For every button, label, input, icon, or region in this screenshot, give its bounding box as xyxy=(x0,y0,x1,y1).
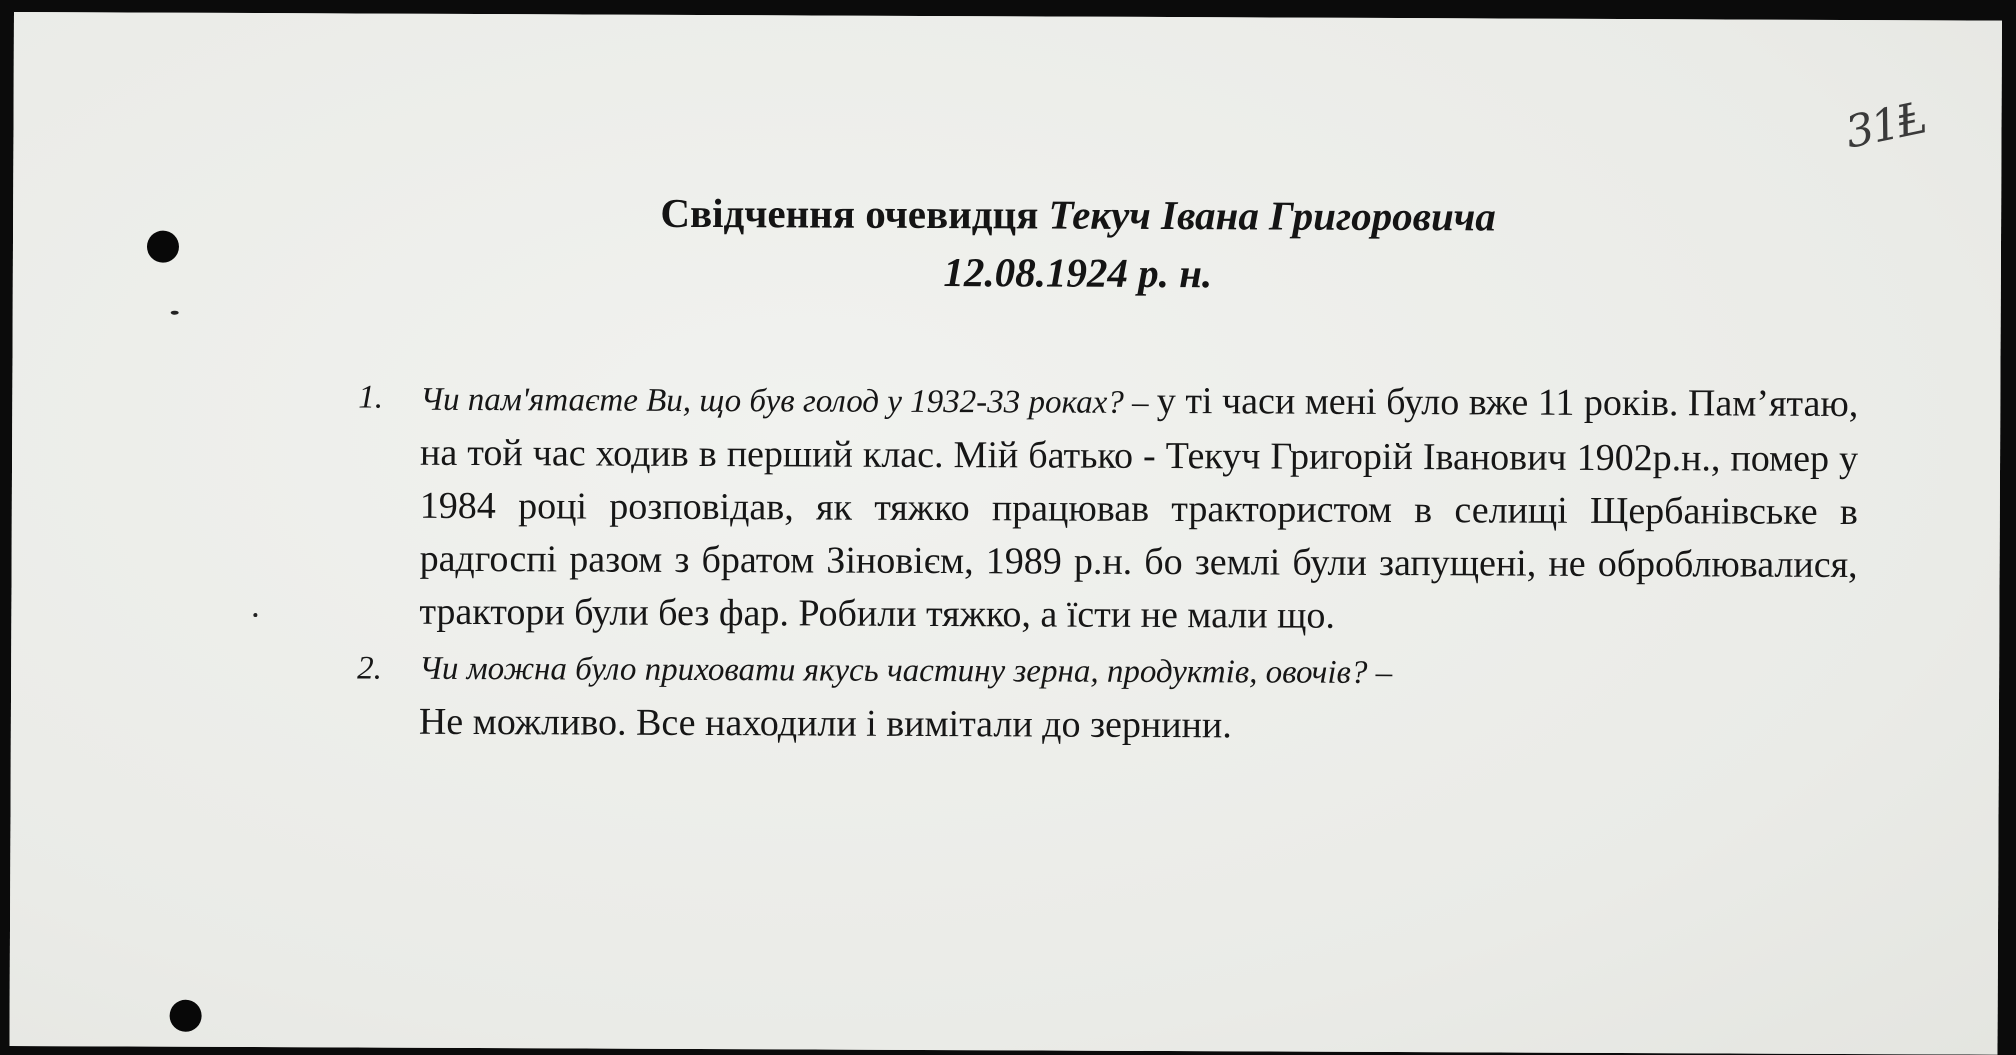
document-title xyxy=(13,180,2016,249)
item-number: 1. xyxy=(358,379,384,416)
witness-name: Текуч Івана Григоровича xyxy=(1048,191,1496,240)
item-body xyxy=(419,643,1857,755)
paper-speck xyxy=(253,613,257,617)
question-text: Чи пам'ятаєте Ви, що був голод у 1932-33 роках? – xyxy=(420,381,1157,421)
paper-speck xyxy=(171,311,179,315)
answer-text: Не можливо. Все находили і вимітали до зернини. xyxy=(418,700,1232,747)
title-prefix: Свідчення очевидця xyxy=(660,189,1039,238)
interview-list xyxy=(357,372,1859,756)
punch-hole-bottom xyxy=(170,1000,202,1032)
item-number: 2. xyxy=(357,650,382,687)
list-item xyxy=(357,372,1858,646)
handwritten-page-number: 31Ⱡ xyxy=(1841,92,1930,159)
question-text: Чи можна було приховати якусь частину зерна, продуктів, овочів? – xyxy=(419,650,1393,692)
list-item xyxy=(357,643,1857,756)
birth-date: 12.08.1924 р. н. xyxy=(943,249,1213,297)
item-body xyxy=(419,372,1858,645)
answer-text: у ті часи мені було вже 11 років. Пам’ятаю, на той час ходив в перший клас. Мій батько - Текуч Григорій Іванович 1902р.н., помер у 1984 році розповідав, як тяжко працював трактористом в селищі Щербанівське в радгоспі разом з братом Зіновієм, 1989 р.н. бо землі були запущені, не оброблювалися, трактори були без фар. Робили тяжко, а їсти не мали що. xyxy=(419,379,1859,637)
document-sheet xyxy=(9,12,2001,1055)
